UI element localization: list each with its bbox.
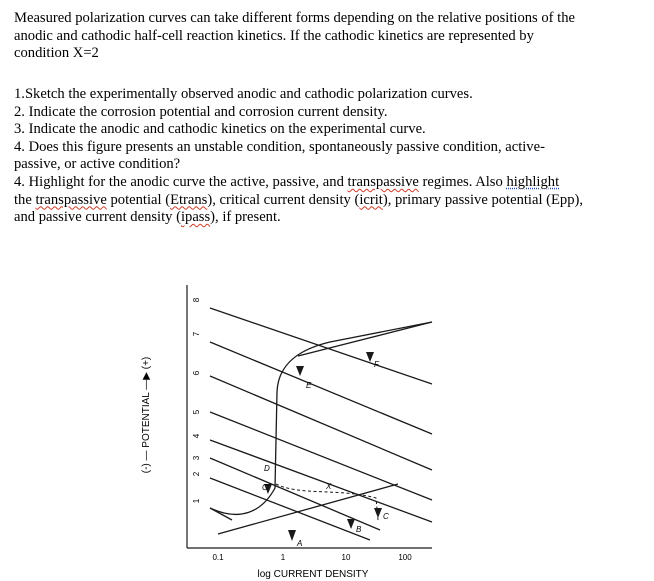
point-label-f: F xyxy=(374,360,379,369)
question-4-line-1: 4. Does this figure presents an unstable condition, spontaneously passive condition, active- xyxy=(14,138,545,155)
y-axis-label: (-) — POTENTIAL —▶ (+) xyxy=(141,356,152,474)
q5-text: and passive current density ( xyxy=(14,209,181,226)
intro-line-2: anodic and cathodic half-cell reaction kinetics. If the cathodic kinetics are represented by xyxy=(14,27,534,44)
q5-transpassive-word: transpassive xyxy=(35,191,107,208)
point-label-c-prime: C' xyxy=(262,483,270,492)
y-tick-label: 5 xyxy=(192,409,201,415)
q5-text: potential ( xyxy=(106,191,171,208)
anodic-line xyxy=(210,440,432,522)
questions-list xyxy=(14,86,644,227)
y-tick-label: 4 xyxy=(192,433,201,439)
x-tick-label: 0.1 xyxy=(212,553,224,562)
y-tick-label: 7 xyxy=(192,331,201,337)
y-tick-label: 8 xyxy=(192,297,201,303)
anodic-line xyxy=(210,308,432,384)
q5-highlight-word: highlight xyxy=(506,173,560,190)
x-axis-label: log CURRENT DENSITY xyxy=(257,569,369,580)
question-5-line-1 xyxy=(14,174,644,192)
y-tick-label: 6 xyxy=(192,370,201,376)
question-1: 1.Sketch the experimentally observed anodic and cathodic polarization curves. xyxy=(14,86,473,102)
y-tick-label: 1 xyxy=(192,498,201,504)
question-5-line-3 xyxy=(14,209,644,227)
intro-line-3: condition X=2 xyxy=(14,45,99,62)
arrow-a xyxy=(288,530,296,541)
arrow-f xyxy=(366,352,374,362)
anodic-line xyxy=(210,342,432,434)
arrow-b xyxy=(347,519,355,529)
cathodic-line xyxy=(298,322,432,356)
q5-icrit-word: icrit xyxy=(359,191,383,208)
y-tick-label: 3 xyxy=(192,455,201,461)
q5-text: ), critical current density ( xyxy=(207,191,360,208)
q5-text: 4. Highlight for the anodic curve the active, passive, and xyxy=(14,173,348,190)
q5-text: regimes. Also xyxy=(418,173,507,190)
point-label-b: B xyxy=(356,525,362,534)
arrow-e xyxy=(296,366,304,376)
polarization-diagram xyxy=(134,280,434,580)
x-tick-label: 1 xyxy=(280,553,286,562)
question-2: 2. Indicate the corrosion potential and corrosion current density. xyxy=(14,103,388,120)
x-tick-label: 100 xyxy=(398,553,412,562)
point-label-e: E xyxy=(306,381,312,390)
intro-paragraph xyxy=(14,10,644,63)
q5-transpassive-word: transpassive xyxy=(347,173,419,190)
arrow-c xyxy=(374,508,382,518)
polarization-curve xyxy=(210,322,432,514)
x-tick-label: 10 xyxy=(341,553,351,562)
q5-text: ), primary passive potential (Epp), xyxy=(382,191,584,208)
q5-etrans-word: Etrans xyxy=(170,191,208,208)
point-label-x: X xyxy=(326,482,332,491)
point-label-c: C xyxy=(383,512,389,521)
question-3: 3. Indicate the anodic and cathodic kinetics on the experimental curve. xyxy=(14,121,426,138)
arrow-markers xyxy=(264,352,382,541)
intro-line-1: Measured polarization curves can take different forms depending on the relative positions of the xyxy=(14,10,575,26)
question-5-line-2 xyxy=(14,192,644,210)
point-label-a: A xyxy=(297,539,303,548)
q5-ipass-word: ipass xyxy=(180,209,211,226)
question-4-line-2: passive, or active condition? xyxy=(14,156,181,173)
q5-text: ), if present. xyxy=(210,209,281,226)
q5-text: the xyxy=(14,191,36,208)
y-tick-label: 2 xyxy=(192,471,201,477)
point-label-d: D xyxy=(264,464,270,473)
